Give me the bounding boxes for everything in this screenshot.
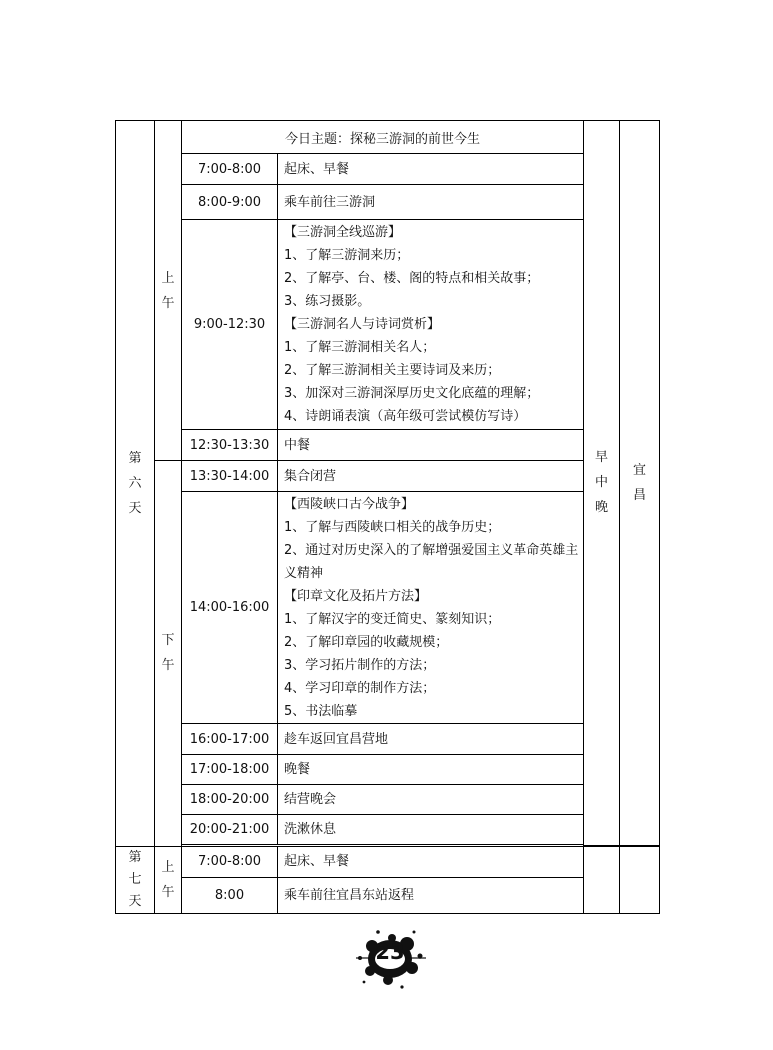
schedule-activity: 乘车前往宜昌东站返程 [278, 877, 584, 913]
schedule-time: 7:00-8:00 [182, 846, 278, 877]
schedule-time: 8:00 [182, 877, 278, 913]
day7-meals-cell [584, 846, 620, 913]
schedule-time: 9:00-12:30 [182, 220, 278, 430]
schedule-time: 13:30-14:00 [182, 461, 278, 492]
schedule-activity: 起床、早餐 [278, 846, 584, 877]
meals-label: 早 中 晚 [584, 121, 620, 846]
day7-place-cell [620, 846, 660, 913]
schedule-activity: 结营晚会 [278, 785, 584, 815]
schedule-table [115, 120, 660, 914]
day7-label: 第 七 天 [116, 846, 155, 913]
schedule-activity: 晚餐 [278, 755, 584, 785]
schedule-time: 8:00-9:00 [182, 185, 278, 220]
day6-morning-label: 上 午 [155, 121, 182, 461]
schedule-time: 7:00-8:00 [182, 154, 278, 185]
schedule-time: 18:00-20:00 [182, 785, 278, 815]
schedule-activity: 【三游洞全线巡游】 1、了解三游洞来历； 2、了解亭、台、楼、阁的特点和相关故事； 3、练习摄影。 【三游洞名人与诗词赏析】 1、了解三游洞相关名人； 2、了解三游洞相关主要诗词及来历； 3、加深对三游洞深厚历史文化底蕴的理解； 4、诗朗诵表演（高年级可尝试模仿写诗） [278, 220, 584, 430]
schedule-time: 12:30-13:30 [182, 430, 278, 461]
day6-afternoon-label: 下 午 [155, 461, 182, 847]
page-number: 23 [375, 940, 405, 964]
schedule-activity: 乘车前往三游洞 [278, 185, 584, 220]
schedule-activity: 趁车返回宜昌营地 [278, 724, 584, 755]
schedule-time: 17:00-18:00 [182, 755, 278, 785]
schedule-activity: 中餐 [278, 430, 584, 461]
day-theme: 今日主题：探秘三游洞的前世今生 [182, 121, 584, 154]
schedule-time: 20:00-21:00 [182, 815, 278, 845]
schedule-time: 16:00-17:00 [182, 724, 278, 755]
day7-morning-label: 上 午 [155, 846, 182, 913]
place-label: 宜 昌 [620, 121, 660, 846]
day6-label: 第 六 天 [116, 121, 155, 847]
schedule-activity: 【西陵峡口古今战争】 1、了解与西陵峡口相关的战争历史； 2、通过对历史深入的了解增强爱国主义革命英雄主义精神 【印章文化及拓片方法】 1、了解汉字的变迁简史、篆刻知识； 2、了解印章园的收藏规模； 3、学习拓片制作的方法； 4、学习印章的制作方法； 5、书法临摹 [278, 492, 584, 724]
schedule-time: 14:00-16:00 [182, 492, 278, 724]
schedule-activity: 起床、早餐 [278, 154, 584, 185]
schedule-activity: 集合闭营 [278, 461, 584, 492]
schedule-activity: 洗漱休息 [278, 815, 584, 845]
